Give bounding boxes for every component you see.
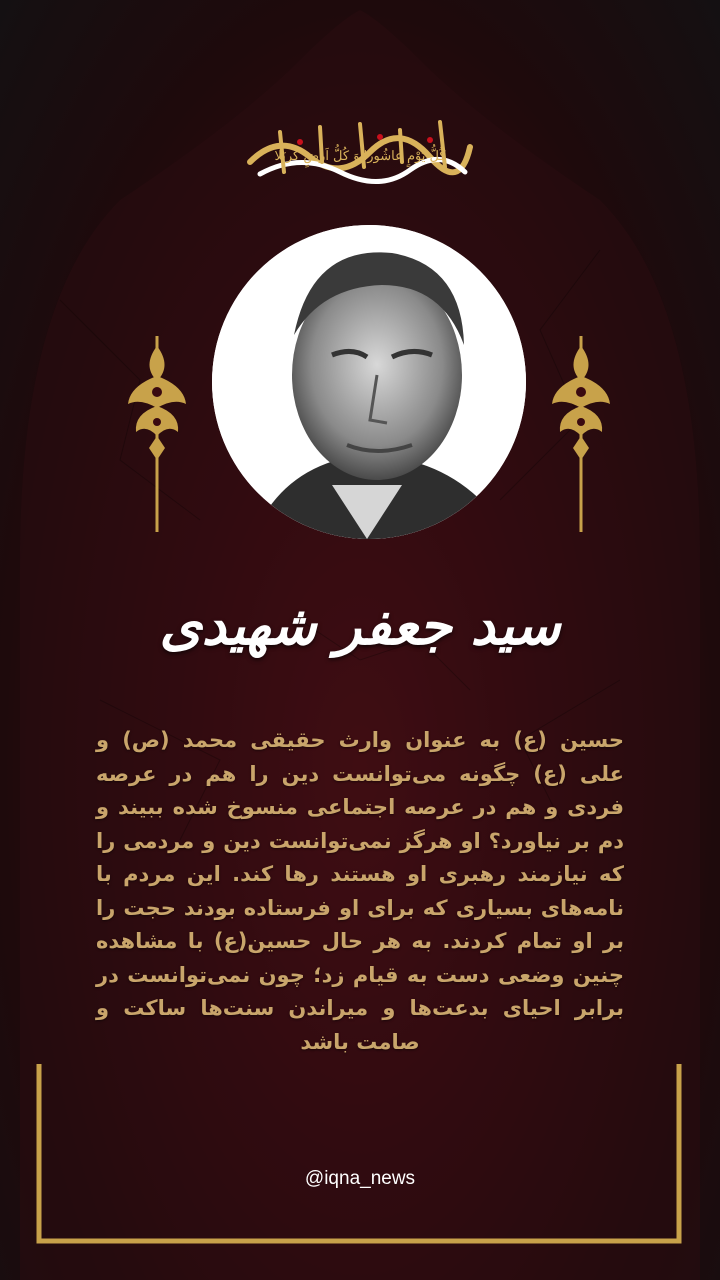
person-name: سید جعفر شهیدی [159,593,561,657]
portrait-photo [212,225,526,539]
floral-finial-icon [124,336,190,532]
gold-frame [36,1064,682,1244]
calligraphy-text: كُلُّ يَوْمٍ عاشُورا وَ كُلُّ اَرضٍ كَربَلا [274,149,446,164]
social-handle[interactable]: @iqna_news [304,1168,416,1189]
calligraphy-logo [240,112,480,192]
floral-finial-icon [548,336,614,532]
quote-text: حسین (ع) به عنوان وارث حقیقی محمد (ص) و علی (ع) چگونه می‌توانست دین را هم در عرصه فردی و هم در عرصه اجتماعی منسوخ شده ببیند و دم بر نیاورد؟ او هرگز نمی‌توانست دین و مردمی را که نیازمند رهبری او هستند رها کند. این مردم با نامه‌های بسیاری که برای او فرستاده بودند حجت را بر او تمام کردند. به هر حال حسین(ع) با مشاهده چنین وضعی دست به قیام زد؛ چون نمی‌توانست در برابر احیای بدعت‌ها و میراندن سنت‌ها ساکت و صامت باشد [96,728,624,1054]
portrait-illustration [212,225,526,539]
